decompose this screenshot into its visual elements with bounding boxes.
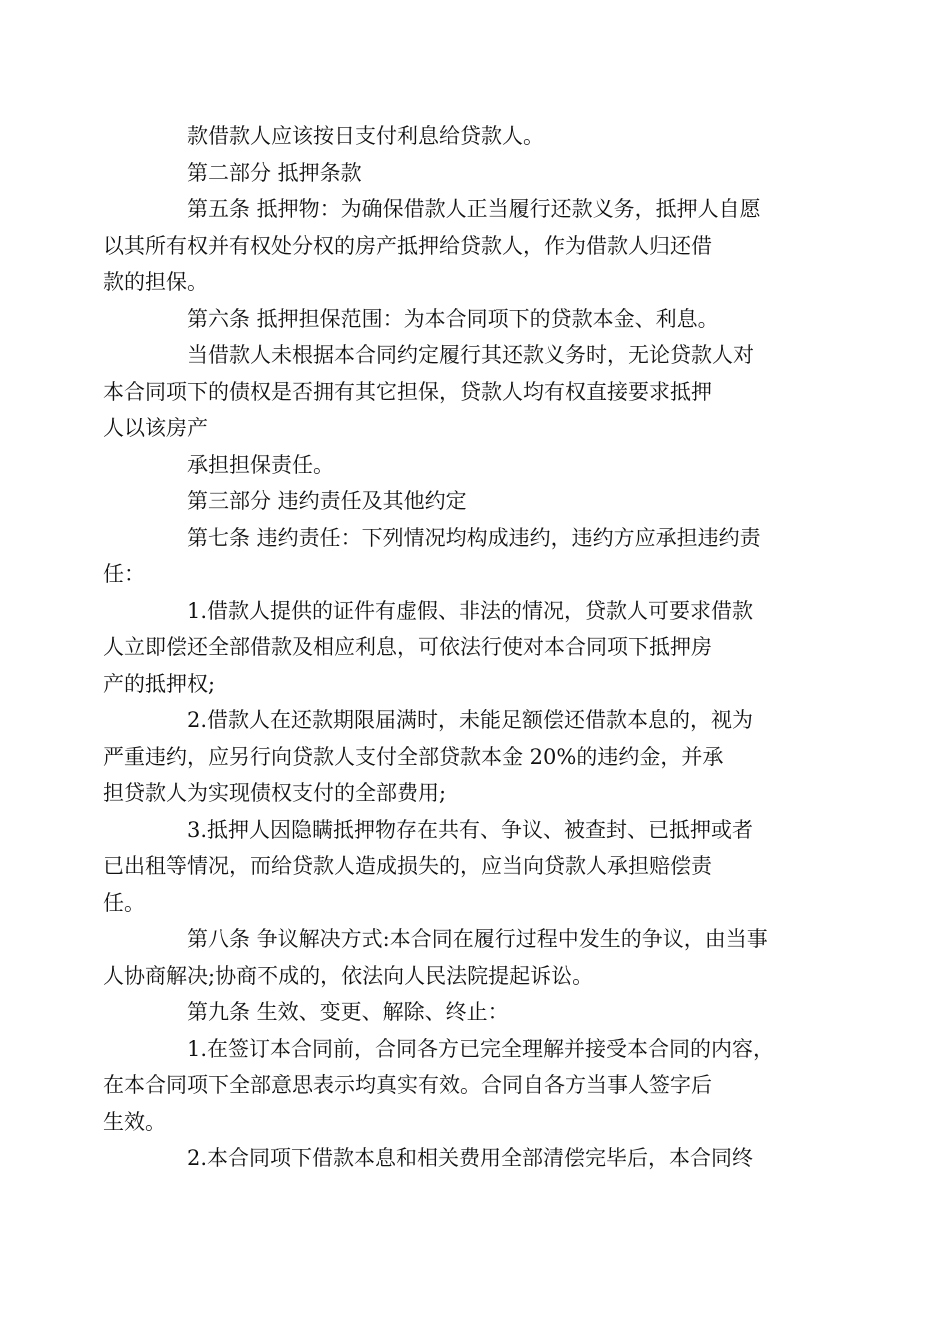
paragraph-line: 本合同项下的债权是否拥有其它担保，贷款人均有权直接要求抵押: [103, 379, 712, 404]
paragraph-line: 在本合同项下全部意思表示均真实有效。合同自各方当事人签字后: [103, 1073, 712, 1097]
paragraph-line: 严重违约，应另行向贷款人支付全部贷款本金 20%的违约金，并承: [103, 744, 724, 769]
paragraph-line: 款的担保。: [103, 270, 208, 294]
paragraph: [145, 483, 810, 520]
paragraph-first-line: 款借款人应该按日支付利息给贷款人。: [187, 124, 544, 148]
paragraph: [103, 702, 810, 812]
paragraph-first-line: 3.抵押人因隐瞒抵押物存在共有、争议、被查封、已抵押或者: [187, 817, 754, 842]
paragraph: [145, 118, 810, 155]
paragraph-line: 人立即偿还全部借款及相应利息，可依法行使对本合同项下抵押房: [103, 635, 712, 659]
paragraph-first-line: 2.借款人在还款期限届满时，未能足额偿还借款本息的，视为: [187, 708, 754, 732]
paragraph-line: 任。: [103, 890, 145, 915]
paragraph-line: 产的抵押权;: [103, 671, 216, 696]
paragraph-first-line: 第二部分 抵押条款: [187, 160, 362, 185]
paragraph-first-line: 1.借款人提供的证件有虚假、非法的情况，贷款人可要求借款: [187, 598, 754, 623]
paragraph-first-line: 1.在签订本合同前，合同各方已完全理解并接受本合同的内容，: [187, 1036, 775, 1061]
paragraph: [103, 921, 810, 994]
paragraph: [103, 191, 810, 301]
paragraph-first-line: 第五条 抵押物：为确保借款人正当履行还款义务，抵押人自愿: [187, 197, 761, 221]
paragraph-first-line: 2.本合同项下借款本息和相关费用全部清偿完毕后，本合同终: [187, 1146, 754, 1170]
paragraph: [103, 593, 810, 703]
paragraph-first-line: 承担担保责任。: [187, 452, 334, 477]
paragraph-line: 已出租等情况，而给贷款人造成损失的，应当向贷款人承担赔偿责: [103, 854, 712, 878]
paragraph-first-line: 当借款人未根据本合同约定履行其还款义务时，无论贷款人对: [187, 343, 754, 367]
paragraph-first-line: 第八条 争议解决方式:本合同在履行过程中发生的争议，由当事: [187, 927, 768, 951]
paragraph-line: 人协商解决;协商不成的，依法向人民法院提起诉讼。: [103, 963, 594, 988]
paragraph: [145, 994, 810, 1031]
paragraph: [145, 155, 810, 192]
paragraph-line: 以其所有权并有权处分权的房产抵押给贷款人，作为借款人归还借: [103, 233, 712, 258]
paragraph-first-line: 第九条 生效、变更、解除、终止：: [187, 1000, 509, 1024]
paragraph-line: 生效。: [103, 1109, 166, 1134]
paragraph: [145, 301, 810, 338]
paragraph-line: 任：: [103, 562, 145, 586]
paragraph: [103, 520, 810, 593]
contract-body: [103, 118, 810, 1177]
paragraph-first-line: 第七条 违约责任：下列情况均构成违约，违约方应承担违约责: [187, 525, 761, 550]
paragraph: [103, 812, 810, 922]
paragraph: [145, 447, 810, 484]
paragraph: [103, 337, 810, 447]
paragraph: [103, 1031, 810, 1141]
paragraph: [145, 1140, 810, 1177]
paragraph-first-line: 第三部分 违约责任及其他约定: [187, 489, 467, 513]
paragraph-line: 担贷款人为实现债权支付的全部费用;: [103, 781, 447, 805]
paragraph-first-line: 第六条 抵押担保范围：为本合同项下的贷款本金、利息。: [187, 306, 719, 331]
paragraph-line: 人以该房产: [103, 416, 208, 440]
